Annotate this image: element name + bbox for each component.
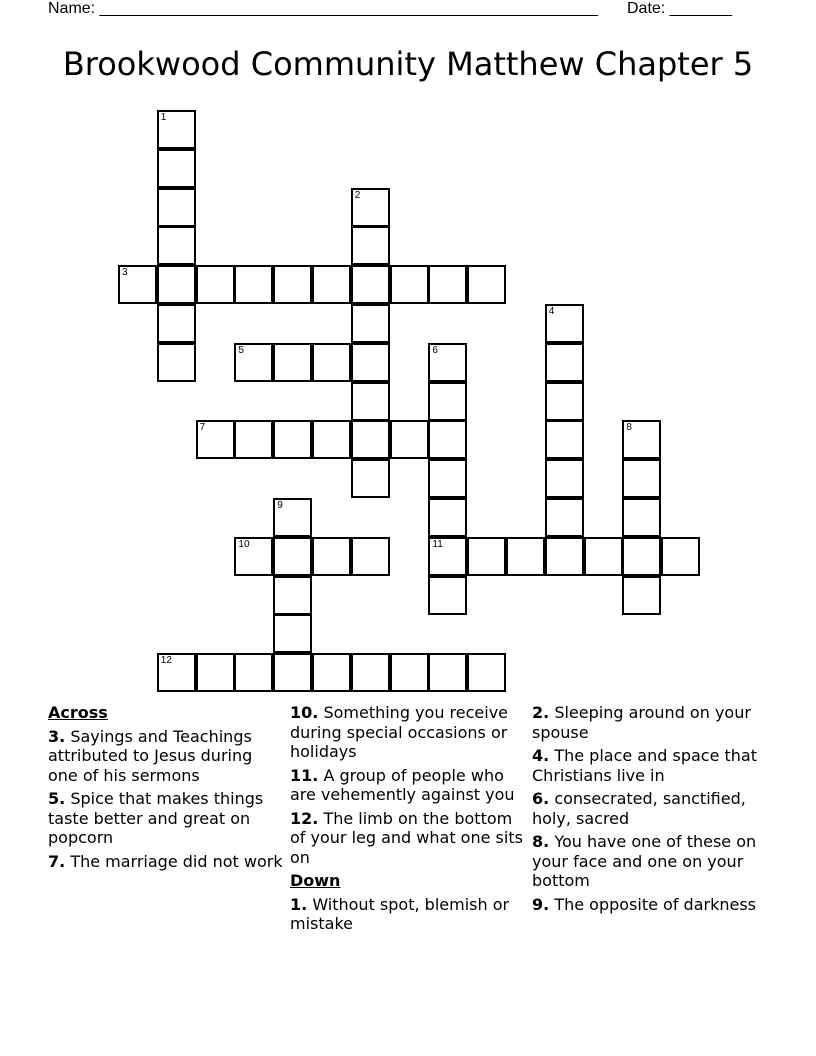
grid-cell[interactable] — [273, 576, 312, 615]
grid-cell[interactable] — [467, 653, 506, 692]
clue-number: 1. — [290, 894, 308, 914]
grid-cell[interactable] — [545, 498, 584, 537]
clue-column-2 — [290, 703, 525, 938]
grid-cell[interactable] — [428, 498, 467, 537]
clue-text: Sleeping around on your spouse — [532, 703, 751, 742]
clue-number: 4. — [532, 746, 550, 765]
cell-number: 1 — [160, 112, 167, 123]
clue-number: 3. — [48, 726, 66, 746]
grid-cell[interactable] — [312, 653, 351, 692]
date-field-label: Date: _______ — [627, 0, 732, 17]
grid-cell[interactable] — [545, 420, 584, 459]
clue-number: 2. — [532, 703, 550, 722]
grid-cell[interactable] — [351, 343, 390, 382]
grid-cell[interactable] — [390, 653, 429, 692]
grid-cell[interactable] — [351, 459, 390, 498]
grid-cell[interactable] — [351, 226, 390, 265]
grid-cell[interactable] — [234, 420, 273, 459]
clue-text: Spice that makes things taste better and great on popcorn — [48, 789, 264, 847]
grid-cell[interactable] — [428, 265, 467, 304]
clue-column-1 — [48, 703, 283, 875]
grid-cell[interactable] — [234, 343, 273, 382]
grid-cell[interactable] — [312, 537, 351, 576]
grid-cell[interactable] — [661, 537, 700, 576]
clue-down-8 — [532, 832, 767, 891]
clue-number: 9. — [532, 894, 550, 914]
clue-across-5 — [48, 789, 283, 848]
grid-cell[interactable] — [428, 459, 467, 498]
grid-cell[interactable] — [390, 420, 429, 459]
grid-cell[interactable] — [428, 420, 467, 459]
cell-number: 7 — [199, 422, 206, 434]
grid-cell[interactable] — [428, 537, 467, 576]
clue-text: The place and space that Christians live in — [532, 746, 757, 785]
clue-down-6 — [532, 789, 767, 828]
clue-number: 7. — [48, 851, 66, 871]
grid-cell[interactable] — [545, 459, 584, 498]
grid-cell[interactable] — [273, 653, 312, 692]
clue-number: 8. — [532, 832, 550, 851]
grid-cell[interactable] — [273, 343, 312, 382]
grid-cell[interactable] — [196, 653, 235, 692]
clue-across-10 — [290, 703, 525, 762]
grid-cell[interactable] — [351, 304, 390, 343]
cell-number: 4 — [548, 306, 555, 317]
grid-cell[interactable] — [157, 188, 196, 227]
clue-number: 12. — [290, 808, 319, 828]
grid-cell[interactable] — [157, 343, 196, 382]
clue-number: 11. — [290, 765, 319, 785]
grid-cell[interactable] — [157, 653, 196, 692]
clue-number: 5. — [48, 789, 66, 808]
clue-across-3 — [48, 727, 283, 786]
grid-cell[interactable] — [351, 420, 390, 459]
grid-cell[interactable] — [428, 343, 467, 382]
clue-down-1 — [290, 895, 525, 934]
page-title: Brookwood Community Matthew Chapter 5 — [62, 45, 754, 83]
grid-cell[interactable] — [622, 576, 661, 615]
grid-cell[interactable] — [390, 265, 429, 304]
clue-text: Sayings and Teachings attributed to Jesus during one of his sermons — [48, 726, 253, 785]
grid-cell[interactable] — [234, 537, 273, 576]
grid-cell[interactable] — [157, 265, 196, 304]
grid-cell[interactable] — [273, 537, 312, 576]
grid-cell[interactable] — [196, 265, 235, 304]
clue-down-9 — [532, 895, 767, 915]
clue-across-7 — [48, 852, 283, 872]
grid-cell[interactable] — [351, 382, 390, 421]
grid-cell[interactable] — [428, 576, 467, 615]
grid-cell[interactable] — [351, 537, 390, 576]
grid-cell[interactable] — [157, 110, 196, 149]
across-heading: Across — [48, 703, 108, 722]
grid-cell[interactable] — [273, 498, 312, 537]
grid-cell[interactable] — [157, 304, 196, 343]
cell-number: 6 — [432, 344, 438, 356]
grid-cell[interactable] — [118, 265, 157, 304]
grid-cell[interactable] — [351, 188, 390, 227]
grid-cell[interactable] — [584, 537, 623, 576]
down-heading: Down — [290, 871, 341, 890]
clue-number: 10. — [290, 703, 319, 722]
grid-cell[interactable] — [506, 537, 545, 576]
grid-cell[interactable] — [545, 304, 584, 343]
grid-cell[interactable] — [312, 343, 351, 382]
cell-number: 11 — [432, 538, 443, 550]
clue-text: consecrated, sanctified, holy, sacred — [532, 789, 746, 828]
grid-cell[interactable] — [545, 343, 584, 382]
clue-number: 6. — [532, 789, 550, 808]
clue-text: The opposite of darkness — [554, 894, 756, 914]
grid-cell[interactable] — [157, 226, 196, 265]
grid-cell[interactable] — [622, 459, 661, 498]
grid-cell[interactable] — [273, 614, 312, 653]
grid-cell[interactable] — [428, 653, 467, 692]
grid-cell[interactable] — [622, 420, 661, 459]
grid-cell[interactable] — [467, 537, 506, 576]
grid-cell[interactable] — [351, 265, 390, 304]
cell-number: 9 — [277, 500, 283, 511]
clue-text: Something you receive during special occasions or holidays — [290, 703, 509, 761]
clue-column-3 — [532, 703, 767, 918]
grid-cell[interactable] — [234, 265, 273, 304]
cell-number: 2 — [354, 189, 361, 201]
grid-cell[interactable] — [312, 420, 351, 459]
cell-number: 8 — [626, 422, 632, 434]
grid-cell[interactable] — [622, 498, 661, 537]
cell-number: 3 — [122, 267, 128, 279]
clue-down-4 — [532, 746, 767, 785]
grid-cell[interactable] — [273, 420, 312, 459]
clue-text: The limb on the bottom of your leg and what one sits on — [290, 808, 523, 867]
grid-cell[interactable] — [312, 265, 351, 304]
name-field-label: Name: ________________________________________________________ — [48, 0, 598, 17]
cell-number: 10 — [238, 538, 250, 550]
clue-across-12 — [290, 809, 525, 868]
cell-number: 12 — [160, 655, 172, 667]
grid-cell[interactable] — [273, 265, 312, 304]
grid-cell[interactable] — [622, 537, 661, 576]
grid-cell[interactable] — [234, 653, 273, 692]
clue-text: Without spot, blemish or mistake — [290, 894, 510, 933]
clue-across-11 — [290, 766, 525, 805]
grid-cell[interactable] — [351, 653, 390, 692]
grid-cell[interactable] — [196, 420, 235, 459]
clue-down-2 — [532, 703, 767, 742]
cell-number: 5 — [238, 344, 244, 356]
grid-cell[interactable] — [467, 265, 506, 304]
clue-text: The marriage did not work — [70, 851, 283, 871]
grid-cell[interactable] — [157, 149, 196, 188]
grid-cell[interactable] — [428, 382, 467, 421]
clue-text: A group of people who are vehemently against you — [290, 765, 515, 804]
grid-cell[interactable] — [545, 382, 584, 421]
grid-cell[interactable] — [545, 537, 584, 576]
clue-text: You have one of these on your face and one on your bottom — [532, 832, 757, 890]
